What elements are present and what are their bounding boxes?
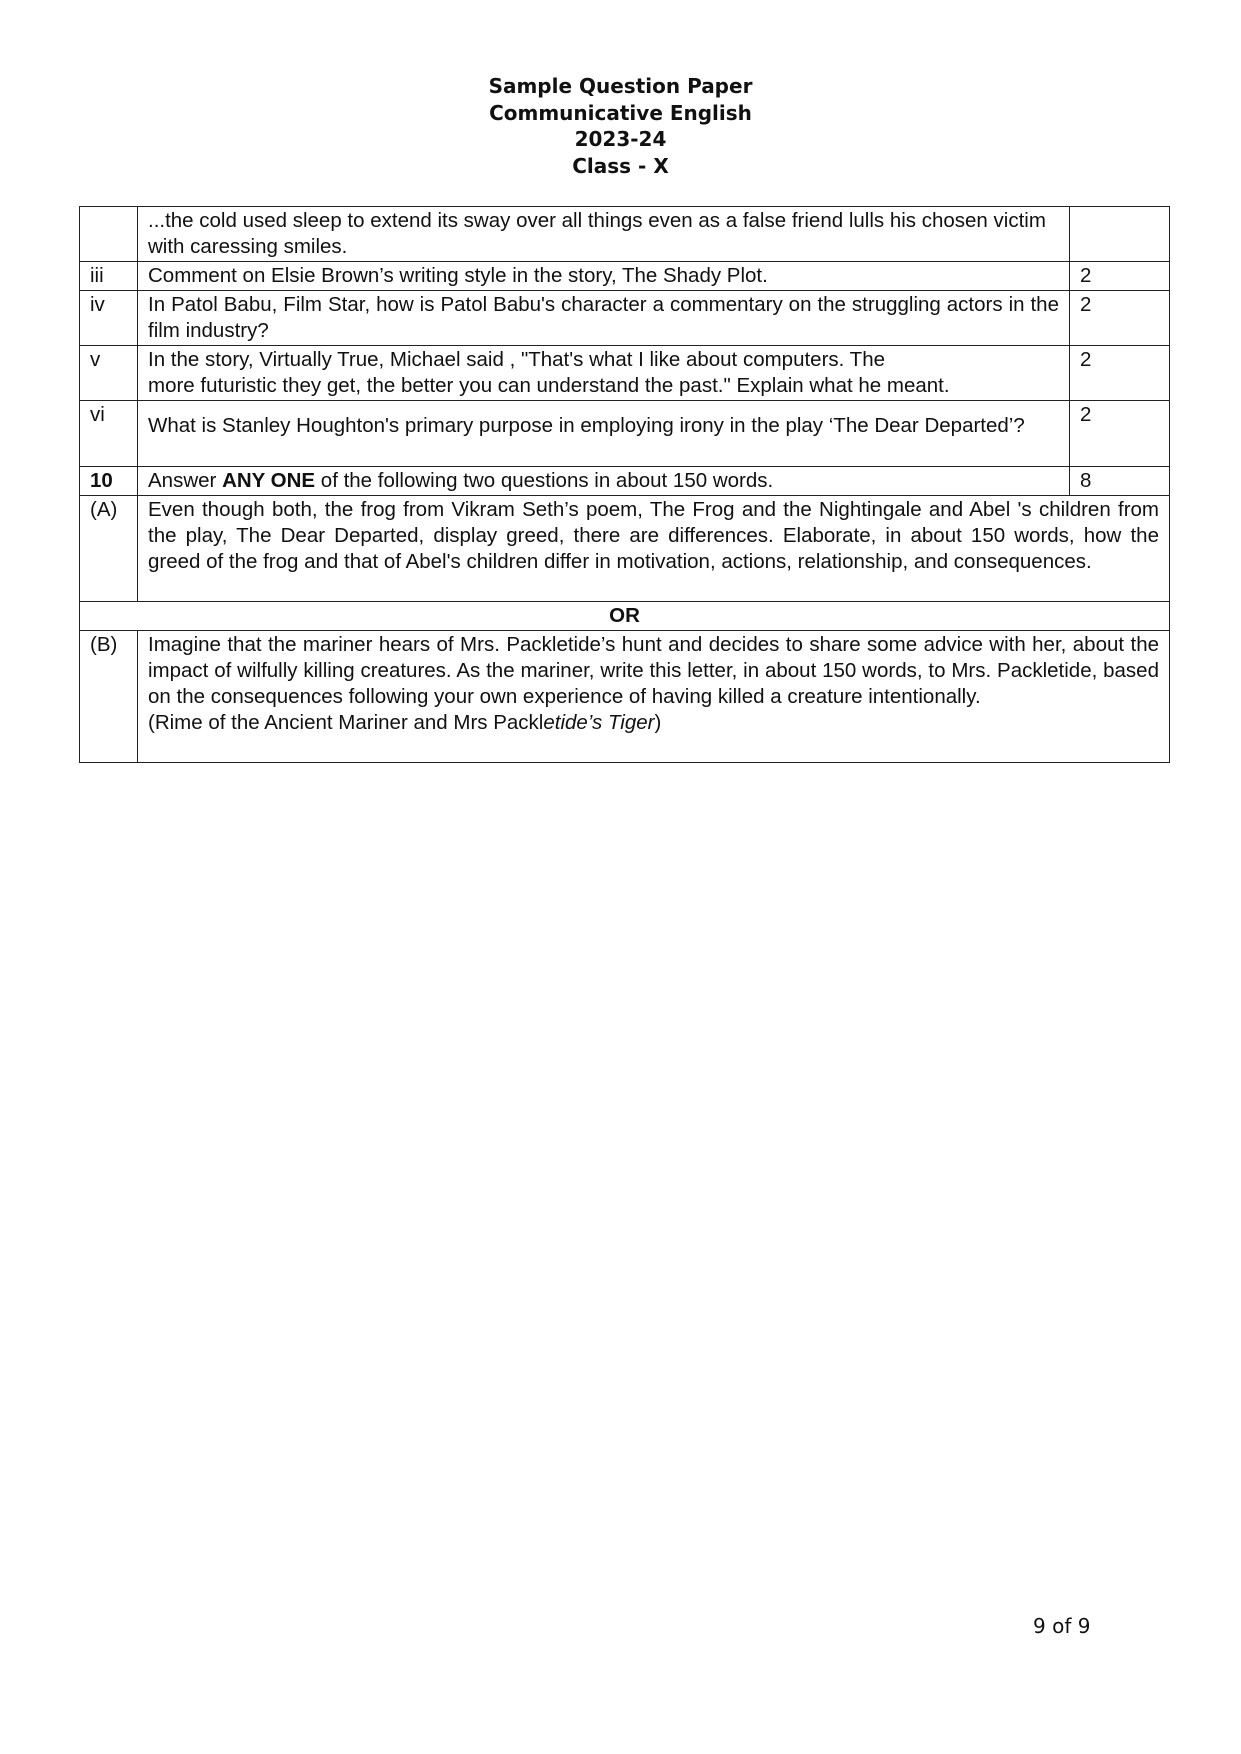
question-text-line: more futuristic they get, the better you can understand the past." Explain what he meant. [148, 374, 950, 397]
question-text: Comment on Elsie Brown’s writing style in the story, The Shady Plot. [138, 262, 1070, 291]
question-text: In Patol Babu, Film Star, how is Patol Babu's character a commentary on the struggling actors in the film industry? [138, 291, 1070, 346]
source-text: ) [654, 711, 662, 734]
question-body: Imagine that the mariner hears of Mrs. Packletide’s hunt and decides to share some advice with her, about the impact of wilfully killing creatures. As the mariner, write this letter, in about 150 words, to Mrs. Packletide, based on the consequences following your own experience of having killed a creature intentionally. [148, 633, 1159, 708]
question-text [138, 346, 1070, 401]
question-number: vi [80, 401, 138, 467]
header-title: Sample Question Paper [488, 74, 753, 98]
question-marks: 8 [1070, 467, 1170, 496]
question-number: (A) [80, 496, 138, 602]
header-class: Class - X [572, 153, 669, 178]
question-marks: 2 [1070, 291, 1170, 346]
question-table [79, 206, 1170, 763]
table-row [80, 401, 1170, 467]
instruction-emphasis: ANY ONE [222, 469, 316, 492]
question-marks: 2 [1070, 262, 1170, 291]
question-marks [1070, 207, 1170, 262]
page-number: 9 of 9 [1033, 1614, 1091, 1638]
table-row [80, 467, 1170, 496]
table-row [80, 602, 1170, 631]
table-row [80, 207, 1170, 262]
instruction-text: Answer [148, 469, 223, 492]
source-text: (Rime of the Ancient Mariner and Mrs Packl [148, 711, 544, 734]
or-divider: OR [80, 602, 1170, 631]
question-text: ...the cold used sleep to extend its sway over all things even as a false friend lulls his chosen victim with caressing smiles. [138, 207, 1070, 262]
header-year: 2023-24 [574, 127, 667, 151]
question-number: 10 [80, 467, 138, 496]
header-subject: Communicative English [489, 100, 752, 125]
question-text: Even though both, the frog from Vikram Seth’s poem, The Frog and the Nightingale and Abel 's children from the play, The Dear Departed, display greed, there are differences. Elaborate, in about 150 words, how the greed of the frog and that of Abel's children differ in motivation, actions, relationship, and consequences. [138, 496, 1170, 602]
question-text [138, 467, 1070, 496]
table-row [80, 291, 1170, 346]
question-number: (B) [80, 631, 138, 763]
question-marks: 2 [1070, 401, 1170, 467]
source-italic: etide’s Tiger [543, 711, 655, 734]
question-number: iii [80, 262, 138, 291]
table-row [80, 346, 1170, 401]
paper-header [0, 73, 1241, 179]
question-marks: 2 [1070, 346, 1170, 401]
question-number [80, 207, 138, 262]
question-number: v [80, 346, 138, 401]
table-row [80, 262, 1170, 291]
question-text-line: In the story, Virtually True, Michael said , "That's what I like about computers. The [148, 348, 885, 371]
question-text [138, 631, 1170, 763]
question-text: What is Stanley Houghton's primary purpose in employing irony in the play ‘The Dear Departed’? [138, 401, 1070, 467]
instruction-text: of the following two questions in about 150 words. [315, 469, 774, 492]
question-source [148, 710, 1159, 736]
table-row [80, 631, 1170, 763]
question-number: iv [80, 291, 138, 346]
table-row [80, 496, 1170, 602]
